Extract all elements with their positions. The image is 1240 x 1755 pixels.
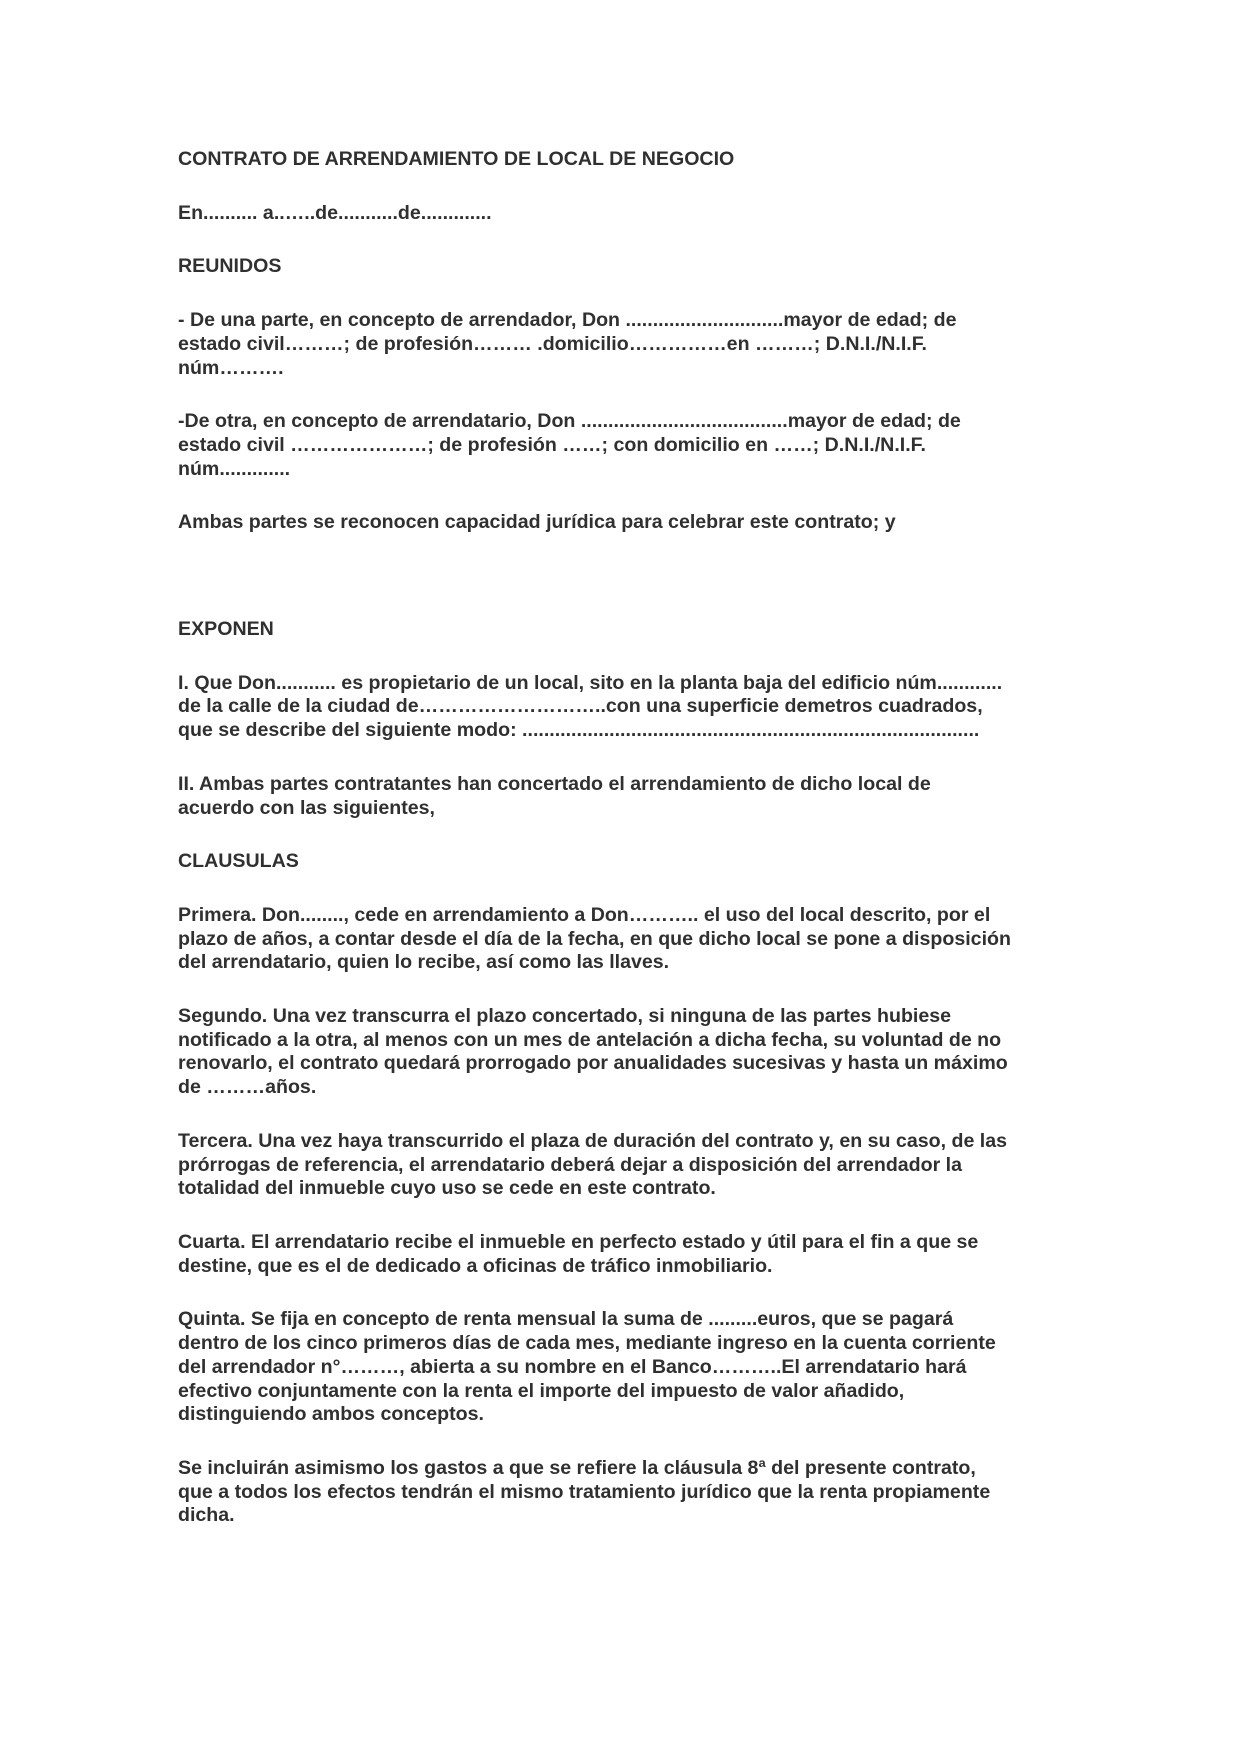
party-one-paragraph: - De una parte, en concepto de arrendador, Don .............................mayor de edad; de estado civil………; de profesión……… .domicilio……………en ………; D.N.I./N.I.F. núm………. (178, 309, 957, 379)
place-date-line: En.......... a..…..de...........de............. (178, 201, 492, 224)
expone-two-paragraph: II. Ambas partes contratantes han concertado el arrendamiento de dicho local de acuerdo con las siguientes, (178, 772, 931, 819)
clause-quinta: Quinta. Se fija en concepto de renta mensual la suma de .........euros, que se pagará dentro de los cinco primeros días de cada mes, mediante ingreso en la cuenta corriente del arrendador n°………, abierta a su nombre en el Banco………..El arrendatario hará efectivo conjuntamente con la renta el importe del impuesto de valor añadido, distinguiendo ambos conceptos. (178, 1308, 996, 1426)
party-two-paragraph: -De otra, en concepto de arrendatario, Don ......................................mayor de edad; de estado civil …………………; de profesión ……; con domicilio en ……; D.N.I./N.I.F. núm............. (178, 410, 961, 480)
document-title: CONTRATO DE ARRENDAMIENTO DE LOCAL DE NEGOCIO (178, 148, 735, 170)
clause-tercera: Tercera. Una vez haya transcurrido el plaza de duración del contrato y, en su caso, de las prórrogas de referencia, el arrendatario deberá dejar a disposición del arrendador la totalidad del inmueble cuyo uso se cede en este contrato. (178, 1129, 1008, 1200)
clause-cuarta: Cuarta. El arrendatario recibe el inmueble en perfecto estado y útil para el fin a que se destine, que es el de dedicado a oficinas de tráfico inmobiliario. (178, 1230, 979, 1277)
expone-one-paragraph: I. Que Don........... es propietario de un local, sito en la planta baja del edificio núm............ de la calle de la ciudad de………………………..con una superficie demetros cuadrados, que se describe del siguiente modo: .................................................................................... (178, 671, 1003, 742)
exponen-heading: EXPONEN (178, 618, 274, 641)
clause-primera: Primera. Don........, cede en arrendamiento a Don……….. el uso del local descrito, por el plazo de años, a contar desde el día de la fecha, en que dicho local se pone a disposición del arrendatario, quien lo recibe, así como las llaves. (178, 903, 1011, 974)
capacity-paragraph: Ambas partes se reconocen capacidad jurídica para celebrar este contrato; y (178, 511, 896, 534)
clausulas-heading: CLAUSULAS (178, 850, 299, 873)
gastos-paragraph: Se incluirán asimismo los gastos a que se refiere la cláusula 8ª del presente contrato, que a todos los efectos tendrán el mismo tratamiento jurídico que la renta propiamente dicha. (178, 1456, 991, 1527)
document-body (178, 148, 1078, 1528)
reunidos-heading: REUNIDOS (178, 255, 282, 278)
clause-segundo: Segundo. Una vez transcurra el plazo concertado, si ninguna de las partes hubiese notificado a la otra, al menos con un mes de antelación a dicha fecha, su voluntad de no renovarlo, el contrato quedará prorrogado por anualidades sucesivas y hasta un máximo de ………años. (178, 1005, 1008, 1099)
